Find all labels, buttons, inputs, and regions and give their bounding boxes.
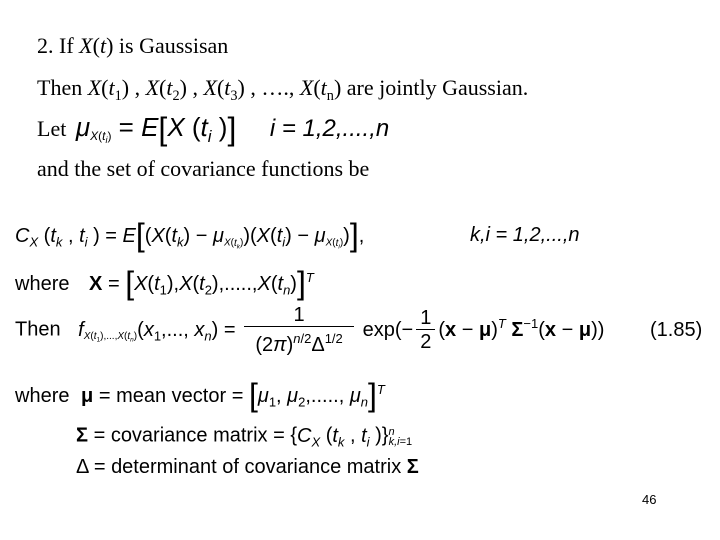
density-equation: Then $f_{X(t_1),...,X(t_n)}(x_1$,..., $x_n$) = $\frac{1}{(2\pi)^{n/2}\Delta^{1/2}}$ exp(− $\frac{1}{2}$ $(x - \mu)^T$ $\Sigma^{-1}(x - \mu)$) — [15, 304, 605, 356]
line1-prefix: 2. If — [37, 33, 80, 58]
statement-line-2: Then $X(t_1)$ , $X(t_2)$ , $X(t_3)$ , …., $X(t_n)$ are jointly Gaussian. — [37, 75, 529, 104]
line2-prefix: Then — [37, 75, 88, 100]
determinant-def: Δ = determinant of covariance matrix Σ — [76, 456, 419, 478]
statement-line-4: and the set of covariance functions be — [37, 156, 370, 181]
line3-index: i = 1,2,....,n — [269, 115, 390, 142]
covariance-matrix-def: Σ = covariance matrix = {$C_X$ ($t_k$ , $t_i$ )}$^n_{k,i=1}$ — [76, 424, 413, 450]
statement-line-1: 2. If X(t) is Gaussisan — [37, 33, 229, 58]
covariance-index: k,i = 1,2,...,n — [470, 224, 580, 246]
line3-prefix: Let — [37, 116, 67, 141]
equation-number: (1.85) — [650, 319, 703, 341]
where-x-vector: where $X = [X(t_1),X(t_2),.....,X(t_n)]^T$ — [15, 264, 314, 301]
covariance-equation: $C_X$ ($t_k$ , $t_i$ ) = $E[(X(t_k) - \mu_{X(t_k)})(X(t_i) - \mu_{X(t_i)})]$, — [15, 217, 365, 253]
line1-suffix: is Gaussisan — [113, 33, 229, 58]
line2-suffix: are jointly Gaussian. — [341, 75, 529, 100]
page-number: 46 — [642, 492, 657, 507]
mean-vector-def: where μ = mean vector = [$\mu_1$, $\mu_2$,....., $\mu_n]^T$ — [15, 376, 385, 413]
statement-line-3: Let $\mu_{X(t_i)} = E[X$ ($t_i$ )] i = 1,2,....,n — [37, 111, 390, 147]
